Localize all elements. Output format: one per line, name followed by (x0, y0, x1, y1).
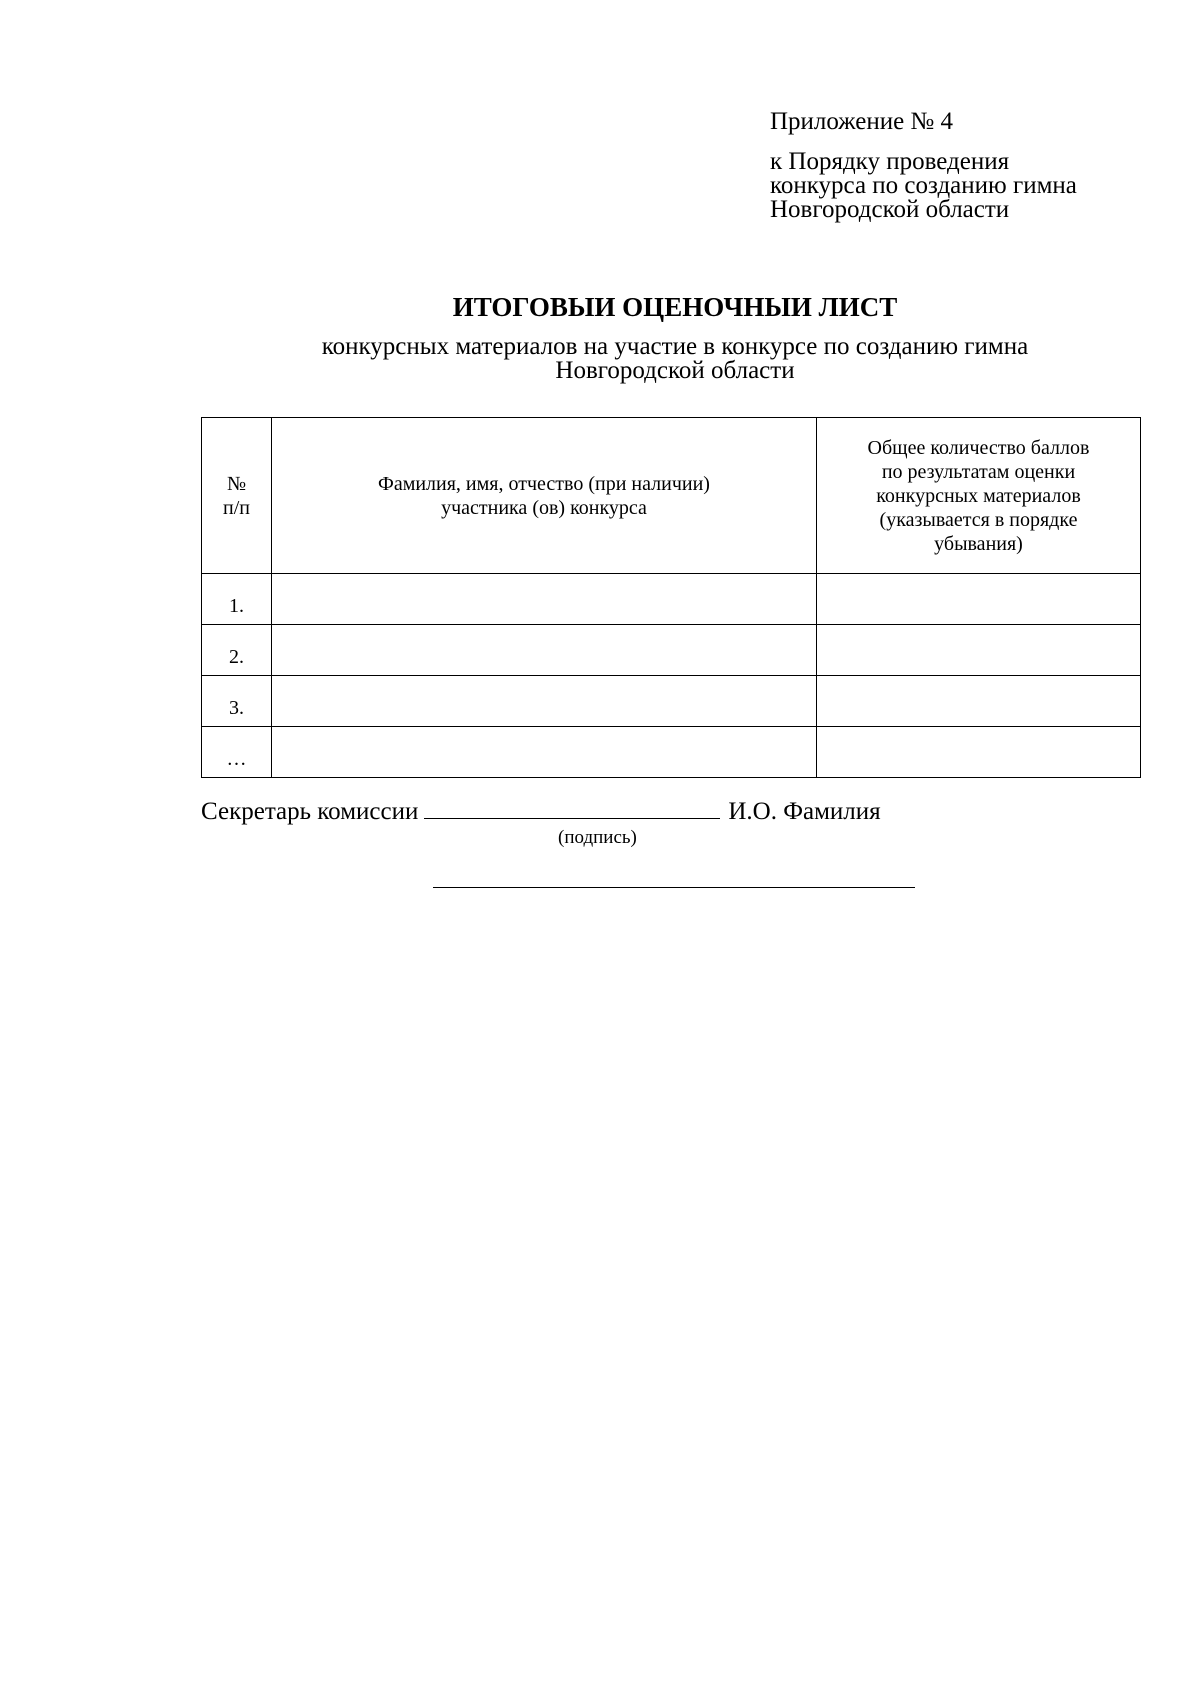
score-table (201, 417, 1141, 778)
table-row (202, 727, 1141, 778)
appendix-reference (770, 150, 1077, 222)
document-subtitle (0, 335, 1200, 383)
table-row (202, 676, 1141, 727)
row-total-score[interactable] (817, 676, 1141, 727)
appendix-reference-line: конкурса по созданию гимна (770, 172, 1077, 199)
appendix-reference-line: к Порядку проведения (770, 148, 1010, 175)
secretary-signature-line (201, 796, 881, 827)
row-total-score[interactable] (817, 625, 1141, 676)
header-participant-name: Фамилия, имя, отчество (при наличии) участника (ов) конкурса (272, 418, 817, 574)
row-number: 3. (202, 676, 272, 727)
row-number: 2. (202, 625, 272, 676)
header-number: № п/п (202, 418, 272, 574)
appendix-reference-line: Новгородской области (770, 196, 1010, 223)
document-subtitle-line: Новгородской области (555, 357, 795, 384)
secretary-name: И.О. Фамилия (728, 798, 881, 825)
row-number: 1. (202, 574, 272, 625)
table-row (202, 574, 1141, 625)
row-total-score[interactable] (817, 727, 1141, 778)
closing-separator-line (433, 887, 915, 888)
row-participant-name[interactable] (272, 676, 817, 727)
document-title: ИТОГОВЫИ ОЦЕНОЧНЫИ ЛИСТ (452, 292, 898, 322)
row-participant-name[interactable] (272, 625, 817, 676)
signature-blank[interactable] (424, 796, 720, 819)
secretary-role: Секретарь комиссии (201, 798, 419, 825)
table-row (202, 625, 1141, 676)
signature-hint: (подпись) (558, 827, 637, 848)
row-total-score[interactable] (817, 574, 1141, 625)
header-total-score: Общее количество баллов по результатам оценки конкурсных материалов (указывается в порядке убывания) (817, 418, 1141, 574)
row-participant-name[interactable] (272, 727, 817, 778)
row-participant-name[interactable] (272, 574, 817, 625)
table-header-row (202, 418, 1141, 574)
document-subtitle-line: конкурсных материалов на участие в конкурсе по созданию гимна (321, 333, 1029, 360)
row-number: … (202, 727, 272, 778)
appendix-label: Приложение № 4 (770, 108, 954, 135)
